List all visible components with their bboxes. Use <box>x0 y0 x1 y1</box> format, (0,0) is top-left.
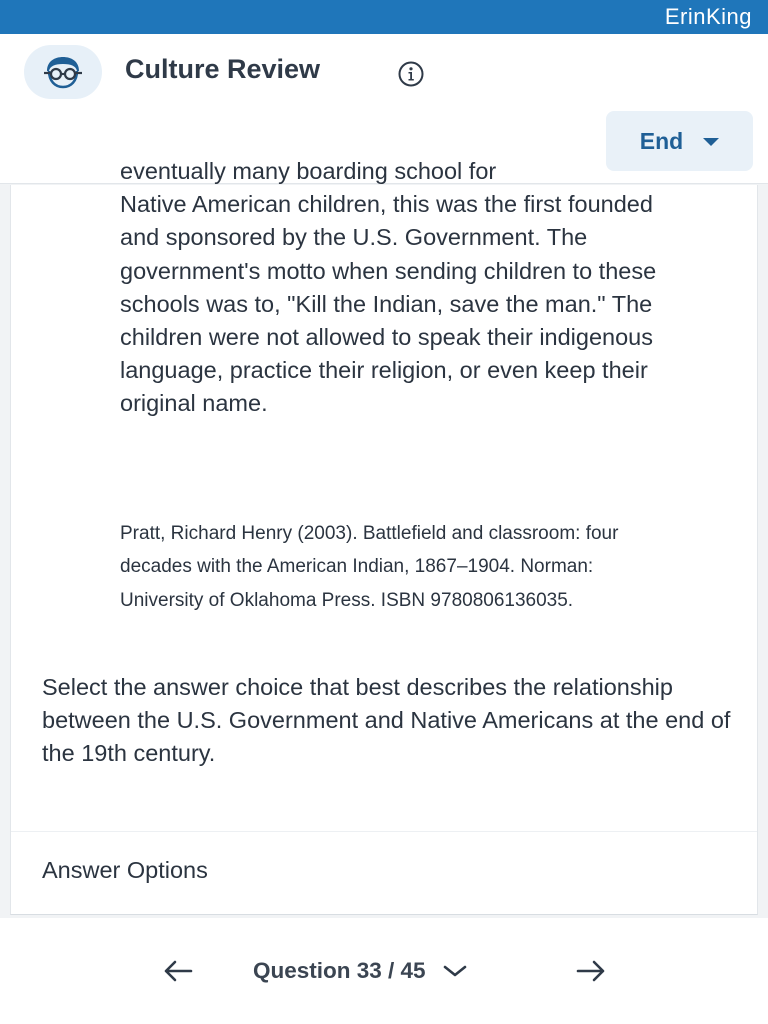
question-navigation <box>0 918 768 1024</box>
question-prompt: Select the answer choice that best describes the relationship between the U.S. Government and Native Americans at the end of the 19th century. <box>42 674 731 767</box>
passage-partial-line: eventually many boarding school for <box>120 158 497 184</box>
question-counter-dropdown[interactable] <box>253 954 468 988</box>
passage <box>120 155 680 421</box>
answer-options-label: Answer Options <box>42 857 208 883</box>
page-title: Culture Review <box>125 54 321 84</box>
top-bar <box>0 0 768 34</box>
avatar-glasses-icon <box>41 55 85 89</box>
divider <box>11 831 757 832</box>
question-counter: Question 33 / 45 <box>253 958 426 983</box>
previous-question-button[interactable] <box>158 956 198 986</box>
passage-text: Native American children, this was the first founded and sponsored by the U.S. Government. The government's motto when sending children to these schools was to, "Kill the Indian, save the man." The children were not allowed to speak their indigenous language, practice their religion, or even keep their original name. <box>120 191 657 417</box>
arrow-left-icon <box>163 960 193 982</box>
arrow-right-icon <box>576 960 606 982</box>
avatar <box>24 45 102 99</box>
passage-citation: Pratt, Richard Henry (2003). Battlefield and classroom: four decades with the American Indian, 1867–1904. Norman: University of Oklahoma Press. ISBN 9780806136035. <box>120 523 619 611</box>
info-icon[interactable] <box>397 60 425 88</box>
chevron-down-icon <box>442 963 468 979</box>
next-question-button[interactable] <box>571 956 611 986</box>
caret-down-icon <box>703 138 719 146</box>
end-button-label: End <box>639 127 684 154</box>
username[interactable]: ErinKing <box>664 4 752 29</box>
question-content <box>10 158 758 915</box>
